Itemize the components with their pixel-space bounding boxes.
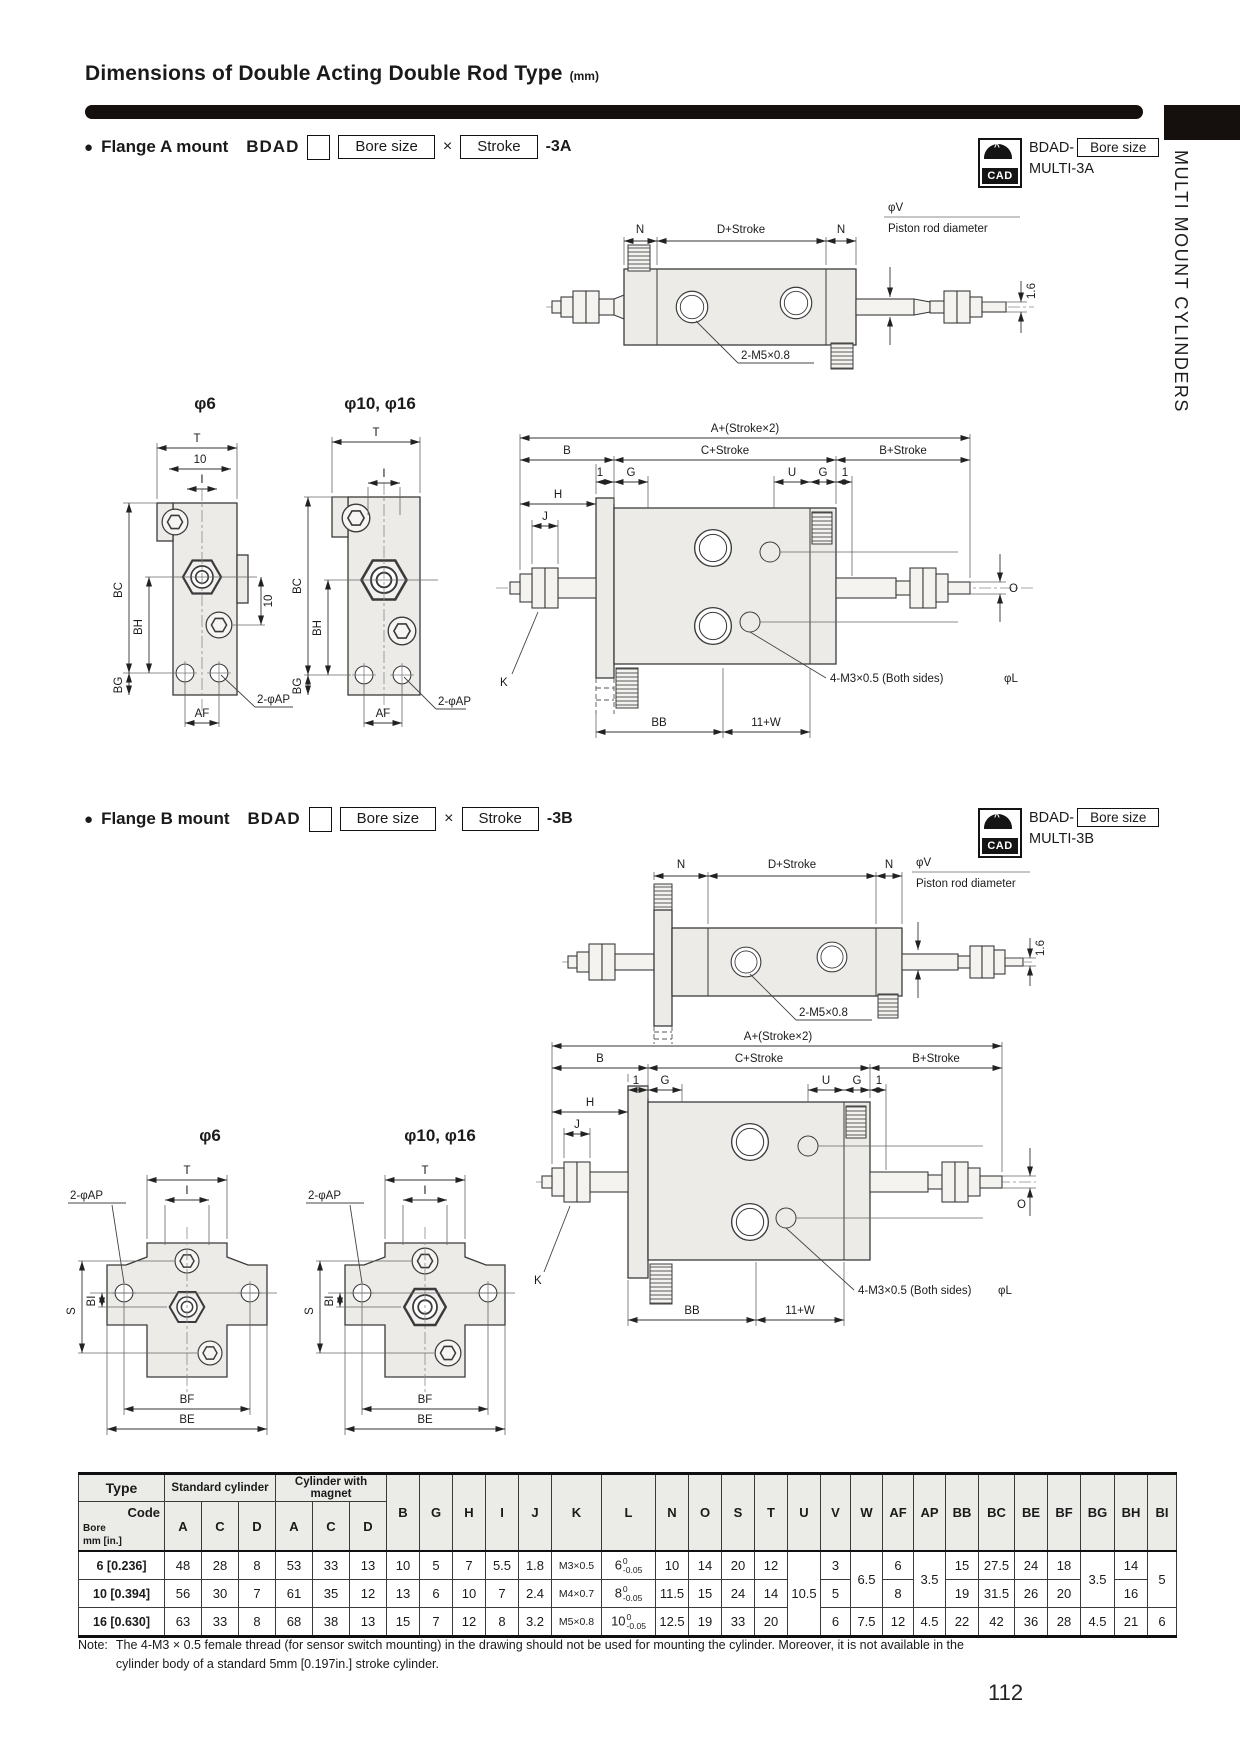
title-rule <box>85 105 1143 119</box>
merged-ap-cell: 3.5 <box>914 1551 946 1608</box>
times-separator: × <box>444 810 454 827</box>
dim-phi-l: φL <box>1004 673 1018 685</box>
dim-af: AF <box>375 708 391 720</box>
dim-b: B <box>563 445 571 457</box>
dim-bg: BG <box>113 676 125 694</box>
bore-size-box: Bore size <box>338 135 435 159</box>
dim-t: T <box>421 1165 429 1177</box>
dim-i: I <box>382 468 386 480</box>
note-line2: cylinder body of a standard 5mm [0.197in.] stroke cylinder. <box>115 1657 439 1671</box>
section-flange-a-heading <box>84 134 571 160</box>
dim-10: 10 <box>193 454 207 466</box>
piston-rod-left <box>568 944 654 980</box>
dim-b-stroke: B+Stroke <box>879 445 927 457</box>
piston-rod-diameter-label: Piston rod diameter <box>916 878 1016 890</box>
dim-11w: 11+W <box>785 1305 815 1317</box>
dim-d-stroke: D+Stroke <box>767 859 817 871</box>
dim-s: S <box>66 1307 78 1315</box>
dim-bc: BC <box>113 582 125 598</box>
table-row-bore6: 6 [0.236] 48 28 8 53 33 13 10 5 7 5.5 1.8 M3×0.5 6 0 -0.05 10 14 20 12 10.5 3 6.5 6 3.5 15 27.5 24 18 3.5 14 5 <box>79 1551 1177 1580</box>
piston-rod-diameter-label: Piston rod diameter <box>888 223 988 235</box>
cad-badge-a <box>978 138 1159 188</box>
merged-bg-cell: 3.5 <box>1081 1551 1115 1608</box>
table-subheader-row: Code Bore mm [in.] A C D A C D <box>79 1502 1177 1552</box>
flange-b-top-view-drawing <box>556 850 1047 1050</box>
cad-bore-box: Bore size <box>1077 138 1159 157</box>
merged-u-cell: 10.5 <box>788 1551 821 1637</box>
dim-1-6: 1.6 <box>1035 940 1047 956</box>
note-line1: The 4-M3 × 0.5 female thread (for sensor switch mounting) in the drawing should not be used for mounting the cylinder. Moreover, it is not available in the <box>115 1638 964 1652</box>
piston-rod-left <box>542 1162 628 1202</box>
dim-i: I <box>185 1185 189 1197</box>
cad-multi-line: MULTI-3A <box>1029 161 1094 177</box>
dim-j: J <box>542 511 548 523</box>
dim-bb: BB <box>651 717 667 729</box>
dim-u: U <box>787 467 797 479</box>
cad-model-line: BDAD- Bore size <box>1029 138 1159 159</box>
dim-n: N <box>635 224 645 236</box>
piston-rod-left <box>552 291 624 323</box>
dim-g: G <box>626 467 636 479</box>
cylinder-body <box>624 245 856 369</box>
page-title: Dimensions of Double Acting Double Rod Type <box>85 62 563 85</box>
dim-n: N <box>836 224 846 236</box>
piston-rod-right <box>902 946 1023 978</box>
dim-a-stroke2: A+(Stroke×2) <box>710 423 780 435</box>
dim-n: N <box>676 859 686 871</box>
bore-size-box: Bore size <box>340 807 437 831</box>
dim-1: 1 <box>875 1075 883 1087</box>
piston-rod-right <box>870 1162 1002 1202</box>
dim-c-stroke: C+Stroke <box>700 445 750 457</box>
bore-heading: φ10, φ16 <box>404 1126 476 1145</box>
cad-logo-icon: ^ CAD <box>978 808 1022 858</box>
dim-c-stroke: C+Stroke <box>734 1053 784 1065</box>
dim-1-6: 1.6 <box>1026 283 1038 299</box>
sidebar-tab <box>1164 105 1240 140</box>
dim-bf: BF <box>179 1394 195 1406</box>
footnote <box>78 1636 964 1674</box>
dim-k: K <box>500 677 508 689</box>
bore-heading: φ10, φ16 <box>344 394 416 413</box>
page-number: 112 <box>988 1680 1024 1705</box>
table-row-bore10: 10 [0.394] 56 30 7 61 35 12 13 6 10 7 2.4 M4×0.7 8 0 -0.05 11.5 15 24 14 5 8 19 31.5 26 20 16 <box>79 1580 1177 1608</box>
group-standard: Standard cylinder <box>165 1474 276 1502</box>
bullet-icon: ● <box>84 138 94 156</box>
flange-plate <box>332 497 420 695</box>
dim-be: BE <box>417 1414 433 1426</box>
dim-d-stroke: D+Stroke <box>716 224 766 236</box>
dim-2-phi-ap: 2-φAP <box>257 694 291 706</box>
dim-b-stroke: B+Stroke <box>912 1053 960 1065</box>
dim-phi-l: φL <box>998 1285 1012 1297</box>
dim-2-m5: 2-M5×0.8 <box>741 350 790 362</box>
cad-model-line: BDAD- Bore size <box>1029 808 1159 829</box>
model-code: BDAD <box>247 809 301 828</box>
dim-4m3: 4-M3×0.5 (Both sides) <box>830 673 944 685</box>
section-title: Flange A mount <box>101 137 229 156</box>
merged-w-cell: 6.5 <box>851 1551 883 1608</box>
piston-rod-right <box>836 568 970 608</box>
dimension-table <box>78 1472 1177 1638</box>
dim-af: AF <box>194 708 210 720</box>
size-digit-box <box>309 807 332 832</box>
dim-1: 1 <box>596 467 604 479</box>
dim-1: 1 <box>841 467 849 479</box>
mount-suffix: -3A <box>545 138 572 155</box>
dim-i: I <box>200 474 204 486</box>
dim-a-stroke2: A+(Stroke×2) <box>743 1031 813 1043</box>
flange-b-phi10-end-view <box>300 1115 540 1465</box>
section-title: Flange B mount <box>101 809 230 828</box>
table-row-bore16: 16 [0.630] 63 33 8 68 38 13 15 7 12 8 3.2 M5×0.8 10 0 -0.05 12.5 19 33 20 6 7.5 12 4.5 22 42 36 28 4.5 21 6 <box>79 1608 1177 1637</box>
page-title-row <box>85 62 599 86</box>
table-header-row: Type Standard cylinder Cylinder with magnet B G H I J K L N O S T U V W AF AP BB BC BE BF BG BH BI <box>79 1474 1177 1502</box>
dim-t: T <box>372 427 380 439</box>
flange-b-side-view-drawing <box>528 1030 1043 1335</box>
dim-t: T <box>183 1165 191 1177</box>
dim-2-phi-ap: 2-φAP <box>70 1190 104 1202</box>
flange-plate <box>157 503 248 695</box>
dim-2-m5: 2-M5×0.8 <box>799 1007 848 1019</box>
flange-a-side-view-drawing <box>488 420 1040 765</box>
dim-11w: 11+W <box>751 717 781 729</box>
dim-bh: BH <box>312 620 324 636</box>
dim-t: T <box>193 433 201 445</box>
size-digit-box <box>307 135 330 160</box>
dim-bb: BB <box>684 1305 700 1317</box>
bore-heading: φ6 <box>199 1126 221 1145</box>
flange-a-phi6-end-view <box>105 385 295 763</box>
merged-bi-cell: 5 <box>1148 1551 1177 1608</box>
dim-4m3: 4-M3×0.5 (Both sides) <box>858 1285 972 1297</box>
dim-g: G <box>852 1075 862 1087</box>
stroke-box: Stroke <box>460 135 537 159</box>
unit-label: (mm) <box>569 69 599 83</box>
dim-2-phi-ap: 2-φAP <box>438 696 472 708</box>
dim-o: O <box>1009 583 1018 595</box>
dim-j: J <box>574 1119 580 1131</box>
dim-o: O <box>1017 1199 1026 1211</box>
dim-10: 10 <box>263 594 275 608</box>
flange-a-top-view-drawing <box>540 195 1040 385</box>
dim-i: I <box>423 1185 427 1197</box>
corner-diagonal-cell: Code Bore mm [in.] <box>79 1502 165 1552</box>
note-label: Note: <box>78 1638 108 1652</box>
dim-h: H <box>553 489 563 501</box>
times-separator: × <box>442 138 453 155</box>
sidebar-label: MULTI MOUNT CYLINDERS <box>1171 150 1191 413</box>
group-magnet: Cylinder with magnet <box>276 1474 387 1502</box>
dim-bf: BF <box>417 1394 433 1406</box>
flange-b-phi6-end-view <box>62 1115 302 1465</box>
cad-multi-line: MULTI-3B <box>1029 831 1094 847</box>
section-flange-b-heading <box>84 806 573 832</box>
dim-k: K <box>534 1275 542 1287</box>
dim-h: H <box>585 1097 595 1109</box>
piston-rod-right <box>856 291 1006 323</box>
stroke-box: Stroke <box>462 807 539 831</box>
dim-1: 1 <box>632 1075 640 1087</box>
cylinder-body <box>628 1086 983 1304</box>
bore-heading: φ6 <box>194 394 216 413</box>
dim-n: N <box>884 859 894 871</box>
dim-2-phi-ap: 2-φAP <box>308 1190 342 1202</box>
model-code: BDAD <box>246 137 300 156</box>
dim-u: U <box>821 1075 831 1087</box>
cad-bore-box: Bore size <box>1077 808 1159 827</box>
dim-g: G <box>818 467 828 479</box>
bullet-icon: ● <box>84 810 94 828</box>
piston-rod-left <box>510 568 596 608</box>
dim-b: B <box>596 1053 604 1065</box>
dim-be: BE <box>179 1414 195 1426</box>
dim-bg: BG <box>292 677 304 695</box>
dim-s: S <box>304 1307 316 1315</box>
dim-phi-v: φV <box>916 857 932 869</box>
dim-phi-v: φV <box>888 202 904 214</box>
dim-bc: BC <box>292 578 304 594</box>
corner-type: Type <box>79 1474 165 1502</box>
cad-logo-icon: ^ CAD <box>978 138 1022 188</box>
dim-g: G <box>660 1075 670 1087</box>
dim-bi: BI <box>324 1295 336 1307</box>
mount-suffix: -3B <box>546 810 573 827</box>
flange-a-phi10-end-view <box>288 385 472 763</box>
dim-bh: BH <box>133 619 145 635</box>
dim-bi: BI <box>86 1295 98 1307</box>
